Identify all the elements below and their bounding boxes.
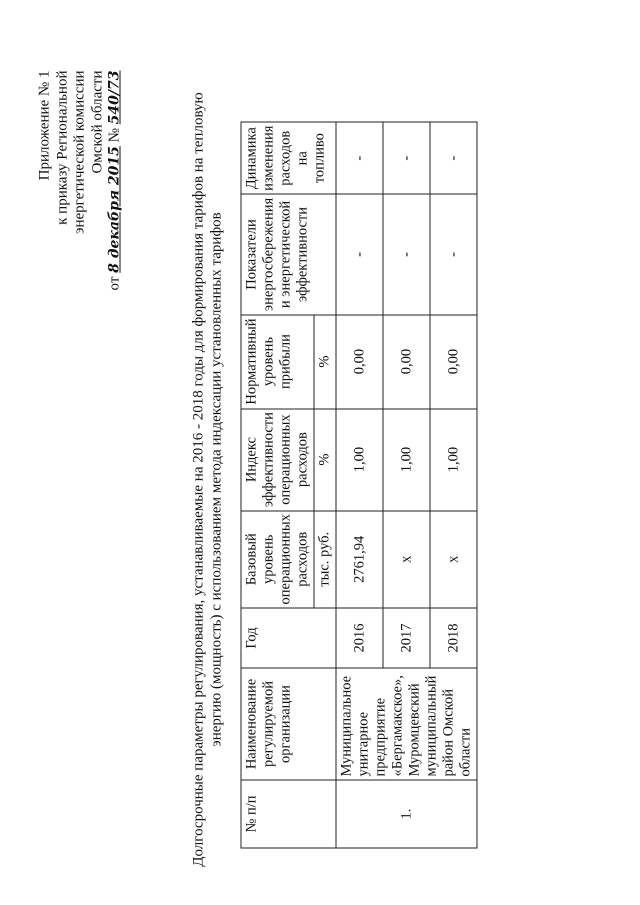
header-num: № п/п xyxy=(241,780,336,848)
header-profit-level: Нормативный уровень прибыли xyxy=(241,315,314,409)
unit-efficiency-index: % xyxy=(314,409,336,511)
document-title: Долгосрочные параметры регулирования, устанавливаемые на 2016 - 2018 годы для формирования тарифов на тепловую энергию (мощность) с использованием метода индексации установленных тарифов xyxy=(190,92,224,867)
cell-fuel-dynamics: - xyxy=(430,122,477,194)
cell-base-opex: х xyxy=(383,511,430,608)
appendix-line-4: Омской области xyxy=(88,70,105,174)
cell-year: 2018 xyxy=(430,608,477,668)
unit-base-opex: тыс. руб. xyxy=(314,511,336,608)
header-fuel-dynamics: Динамика изменения расходов на топливо xyxy=(241,122,336,194)
cell-base-opex: х xyxy=(430,511,477,608)
appendix-number-label: № xyxy=(106,128,122,143)
cell-energy-saving: - xyxy=(336,194,383,314)
handwritten-date: 8 декабря 2015 xyxy=(106,146,122,273)
cell-base-opex: 2761,94 xyxy=(336,511,383,608)
cell-efficiency-index: 1,00 xyxy=(430,409,477,511)
cell-efficiency-index: 1,00 xyxy=(336,409,383,511)
appendix-date-line xyxy=(106,71,124,905)
appendix-block xyxy=(36,71,124,905)
cell-year: 2016 xyxy=(336,608,383,668)
cell-fuel-dynamics: - xyxy=(336,122,383,194)
cell-fuel-dynamics: - xyxy=(383,122,430,194)
table-row xyxy=(336,122,383,848)
appendix-date-prefix: от xyxy=(106,276,122,291)
appendix-line-2: к приказу Региональной xyxy=(53,70,70,225)
cell-year: 2017 xyxy=(383,608,430,668)
row-number: 1. xyxy=(336,780,477,848)
unit-profit-level: % xyxy=(314,315,336,409)
header-efficiency-index: Индекс эффективности операционных расходов xyxy=(241,409,314,511)
cell-profit-level: 0,00 xyxy=(336,315,383,409)
appendix-line-3: энергетической комиссии xyxy=(71,70,87,234)
header-base-opex: Базовый уровень операционных расходов xyxy=(241,511,314,608)
cell-energy-saving: - xyxy=(430,194,477,314)
table-header-row xyxy=(241,122,314,848)
handwritten-number: 540/73 xyxy=(106,70,122,125)
cell-profit-level: 0,00 xyxy=(383,315,430,409)
cell-efficiency-index: 1,00 xyxy=(383,409,430,511)
parameters-table xyxy=(240,122,477,849)
header-energy-saving: Показатели энергосбережения и энергетической эффективности xyxy=(241,194,336,314)
organization-name: Муниципальное унитарное предприятие «Бергамакское», Муромцевский муниципальный район Омской области xyxy=(336,668,477,780)
header-year: Год xyxy=(241,608,336,668)
cell-profit-level: 0,00 xyxy=(430,315,477,409)
appendix-line-1: Приложение № 1 xyxy=(36,70,52,181)
cell-energy-saving: - xyxy=(383,194,430,314)
header-organization: Наименование регулируемой организации xyxy=(241,668,336,780)
